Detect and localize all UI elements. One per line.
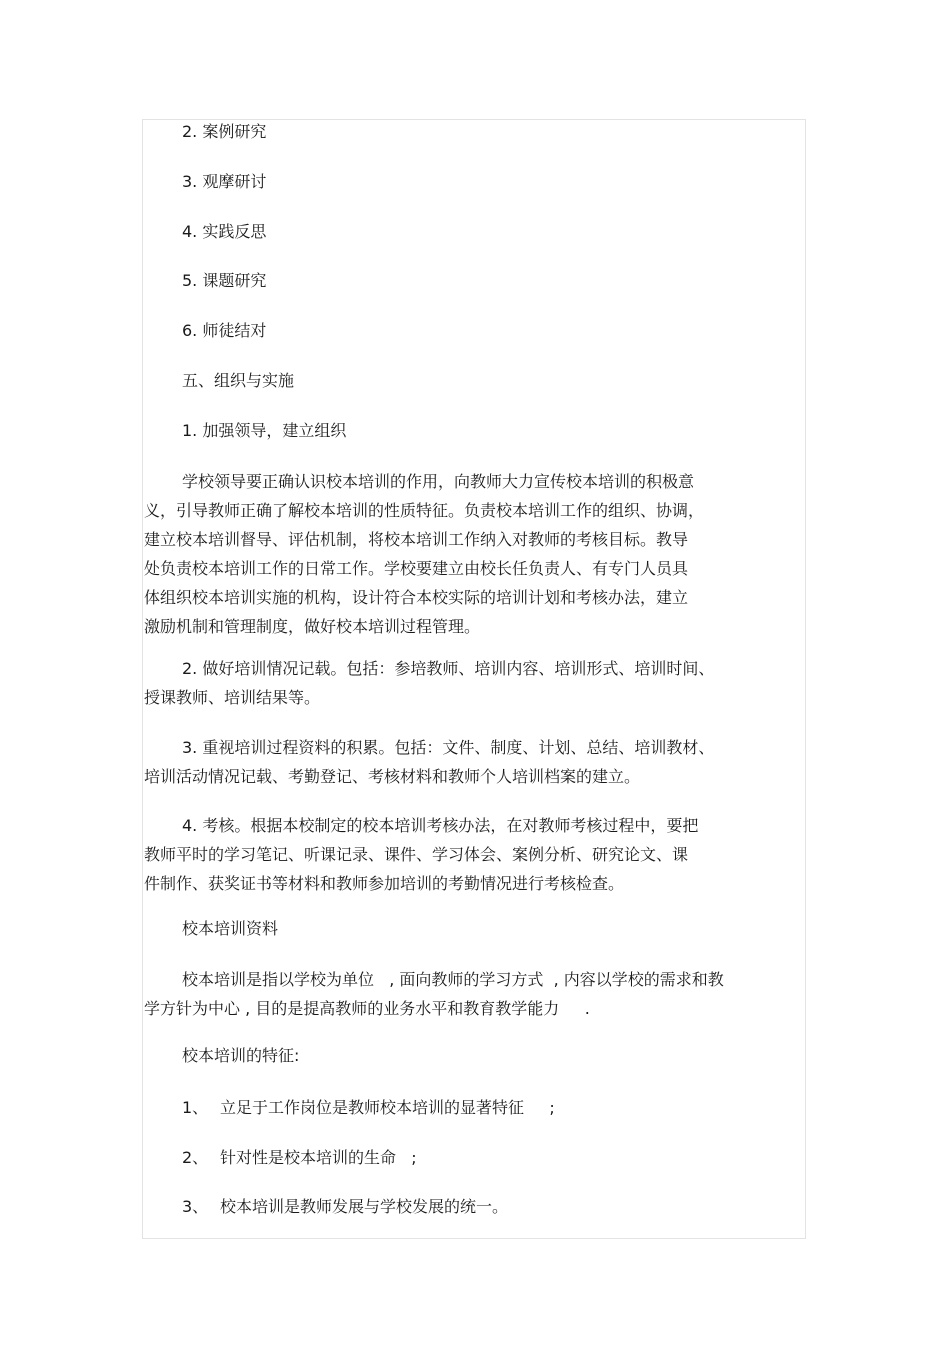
material-title: 校本培训资料 [182, 919, 279, 938]
feature-number: 2、 [182, 1148, 209, 1167]
paragraph-line: 学方针为中心 , 目的是提高教师的业务水平和教育教学能力 . [144, 999, 590, 1018]
feature-number: 3、 [182, 1197, 209, 1216]
paragraph-definition [144, 965, 792, 1023]
paragraph-line: 义，引导教师正确了解校本培训的性质特征。负责校本培训工作的组织、协调， [144, 501, 705, 520]
list-item-case-study: 2. 案例研究 [182, 122, 267, 141]
paragraph-materials [144, 733, 792, 791]
subsection-heading: 1. 加强领导，建立组织 [182, 421, 347, 440]
paragraph-line: 处负责校本培训工作的日常工作。学校要建立由校长任负责人、有专门人员具 [144, 559, 689, 578]
list-item-research-topic: 5. 课题研究 [182, 271, 267, 290]
paragraph-line: 体组织校本培训实施的机构，设计符合本校实际的培训计划和考核办法，建立 [144, 588, 689, 607]
section-heading: 五、组织与实施 [182, 371, 295, 390]
paragraph-leadership [144, 467, 792, 641]
paragraph-line: 学校领导要正确认识校本培训的作用，向教师大力宣传校本培训的积极意 [182, 472, 695, 491]
features-title: 校本培训的特征: [182, 1046, 300, 1065]
list-item-practice-reflection: 4. 实践反思 [182, 222, 267, 241]
paragraph-line: 件制作、获奖证书等材料和教师参加培训的考勤情况进行考核检查。 [144, 874, 625, 893]
list-item-mentoring: 6. 师徒结对 [182, 321, 267, 340]
paragraph-line: 2. 做好培训情况记载。包括：参培教师、培训内容、培训形式、培训时间、 [182, 659, 715, 678]
paragraph-line: 授课教师、培训结果等。 [144, 688, 321, 707]
paragraph-line: 4. 考核。根据本校制定的校本培训考核办法，在对教师考核过程中，要把 [182, 816, 699, 835]
feature-item [182, 1098, 555, 1118]
paragraph-line: 建立校本培训督导、评估机制，将校本培训工作纳入对教师的考核目标。教导 [144, 530, 689, 549]
feature-number: 1、 [182, 1098, 209, 1117]
paragraph-records [144, 654, 792, 712]
paragraph-line: 教师平时的学习笔记、听课记录、课件、学习体会、案例分析、研究论文、课 [144, 845, 689, 864]
feature-item [182, 1148, 417, 1168]
list-item-observation: 3. 观摩研讨 [182, 172, 267, 191]
feature-text: 校本培训是教师发展与学校发展的统一。 [220, 1197, 509, 1216]
feature-item [182, 1197, 508, 1217]
feature-text: 立足于工作岗位是教师校本培训的显著特征 ; [220, 1098, 555, 1117]
paragraph-line: 培训活动情况记载、考勤登记、考核材料和教师个人培训档案的建立。 [144, 767, 641, 786]
paragraph-line: 校本培训是指以学校为单位 , 面向教师的学习方式 , 内容以学校的需求和教 [182, 970, 724, 989]
paragraph-assessment [144, 811, 792, 898]
paragraph-line: 激励机制和管理制度，做好校本培训过程管理。 [144, 617, 481, 636]
paragraph-line: 3. 重视培训过程资料的积累。包括：文件、制度、计划、总结、培训教材、 [182, 738, 715, 757]
feature-text: 针对性是校本培训的生命 ; [220, 1148, 417, 1167]
